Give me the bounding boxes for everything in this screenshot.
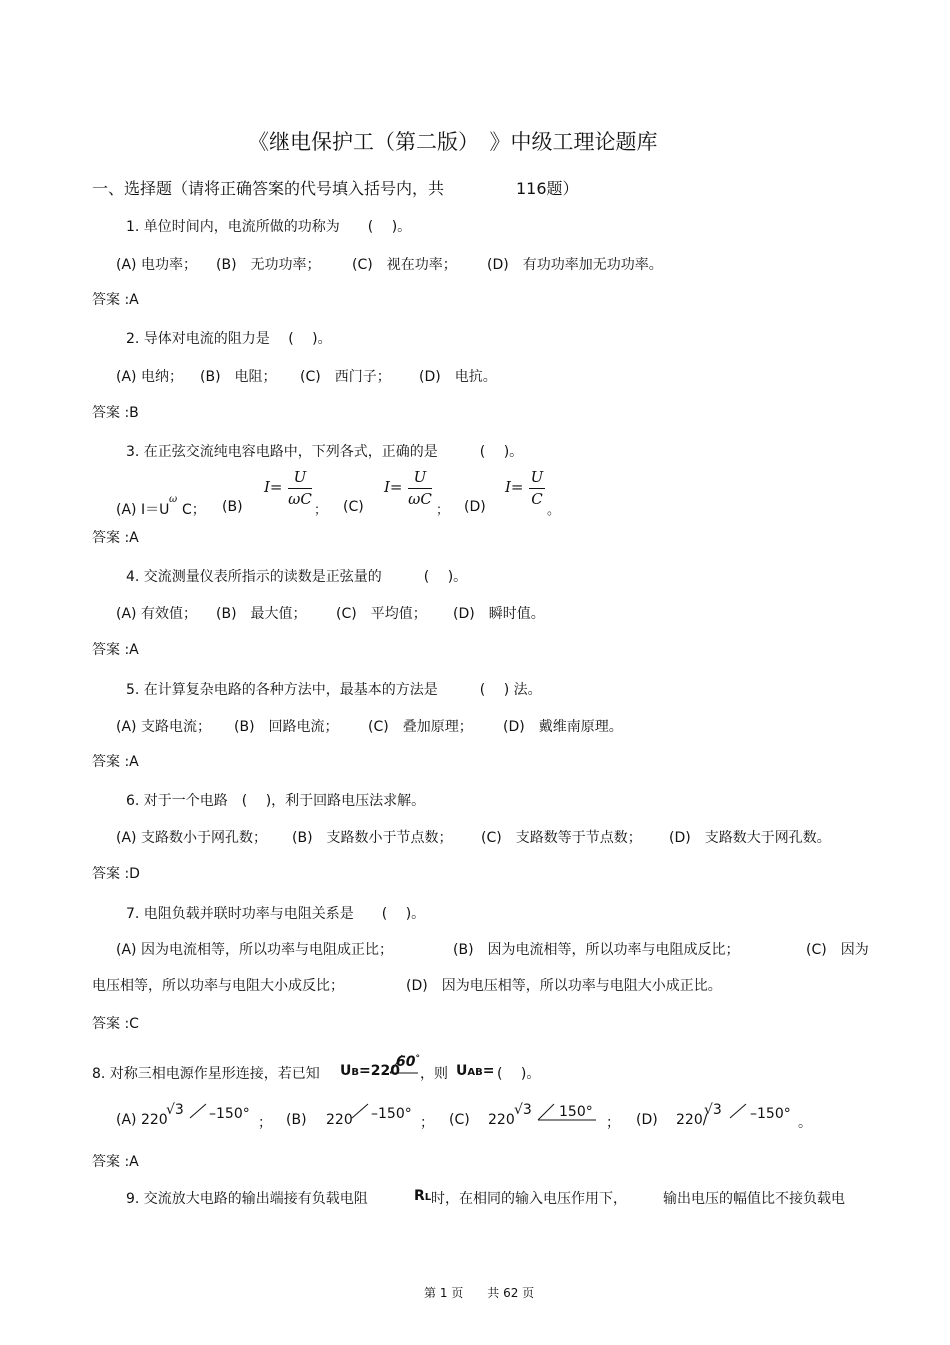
angle-b-value: –150° — [371, 1106, 412, 1122]
question-4-option-b: (B) 最大值； — [216, 606, 307, 622]
formula-c-lhs: I= — [384, 478, 403, 496]
formula-b — [264, 468, 328, 518]
question-9-stem-c: 输出电压的幅值比不接负载电 — [663, 1191, 845, 1207]
formula-d — [505, 468, 561, 518]
question-6-option-c: (C) 支路数等于节点数； — [481, 830, 642, 846]
question-3-option-a: (A) I＝U — [116, 502, 170, 518]
formula-b-denominator: ωC — [288, 490, 312, 508]
question-8-answer: 答案 :A — [92, 1154, 139, 1170]
question-7-answer: 答案 :C — [92, 1016, 139, 1032]
question-7-option-c: (C) 因为 — [806, 942, 869, 958]
question-8-stem-b: ，则 — [420, 1066, 448, 1082]
question-3-option-b: (B) — [222, 499, 243, 515]
question-7-option-b: (B) 因为电流相等，所以功率与电阻成反比； — [453, 942, 740, 958]
question-3-option-a-tail: C； — [182, 502, 206, 518]
question-1-option-a: (A) 电功率； — [116, 257, 197, 273]
angle-c-value: 150° — [559, 1104, 593, 1120]
question-6-stem: 6. 对于一个电路 ( )，利于回路电压法求解。 — [126, 793, 426, 809]
sqrt3-c: √3 — [514, 1102, 532, 1118]
formula-d-lhs: I= — [505, 478, 524, 496]
formula-d-numerator: U — [530, 468, 544, 486]
question-2-option-a: (A) 电纳； — [116, 369, 183, 385]
question-6-option-d: (D) 支路数大于网孔数。 — [669, 830, 831, 846]
document-title: 《继电保护工（第二版） 》中级工理论题库 — [248, 130, 658, 154]
question-5-option-b: (B) 回路电流； — [234, 719, 339, 735]
omega-symbol: ω — [169, 494, 178, 505]
question-4-option-c: (C) 平均值； — [336, 606, 427, 622]
question-4-option-d: (D) 瞬时值。 — [453, 606, 545, 622]
formula-b-tail: ； — [314, 503, 328, 518]
question-7-option-a: (A) 因为电流相等，所以功率与电阻成正比； — [116, 942, 393, 958]
question-8-option-a: (A) 220 — [116, 1112, 168, 1128]
question-8-stem-c: ( )。 — [497, 1066, 541, 1082]
question-2-option-b: (B) 电阻； — [200, 369, 277, 385]
question-1-answer: 答案 :A — [92, 292, 139, 308]
ub-letter: U — [340, 1063, 352, 1079]
question-4-answer: 答案 :A — [92, 642, 139, 658]
question-7-option-d: (D) 因为电压相等，所以功率与电阻大小成正比。 — [406, 978, 722, 994]
question-3-option-c: (C) — [343, 499, 364, 515]
angle-d-value: –150° — [750, 1106, 791, 1122]
section-heading: 一、选择题（请将正确答案的代号填入括号内，共 — [92, 179, 445, 198]
rl-subscript: L — [424, 1192, 432, 1203]
semicolon-b: ； — [420, 1115, 434, 1131]
question-8-option-c: (C) — [449, 1112, 470, 1128]
formula-b-lhs: I= — [264, 478, 283, 496]
semicolon-c: ； — [606, 1115, 620, 1131]
angle-symbol-a — [188, 1102, 208, 1120]
formula-c — [384, 468, 450, 518]
formula-c-denominator: ωC — [408, 490, 432, 508]
ub-angle-degree: ° — [415, 1054, 420, 1064]
question-6-option-a: (A) 支路数小于网孔数； — [116, 830, 267, 846]
question-9-stem-b: 时，在相同的输入电压作用下， — [431, 1191, 627, 1207]
angle-a-value: –150° — [209, 1106, 250, 1122]
question-8-stem-a: 8. 对称三相电源作星形连接，若已知 — [92, 1066, 320, 1082]
ub-value: =220 — [359, 1063, 400, 1079]
question-1-option-d: (D) 有功功率加无功功率。 — [487, 257, 663, 273]
question-2-option-d: (D) 电抗。 — [419, 369, 497, 385]
question-4-stem: 4. 交流测量仪表所指示的读数是正弦量的 ( )。 — [126, 569, 468, 585]
formula-c-tail: ； — [436, 503, 450, 518]
formula-b-numerator: U — [293, 468, 307, 486]
question-1-option-b: (B) 无功功率； — [216, 257, 321, 273]
page-footer: 第 1 页 共 62 页 — [424, 1286, 535, 1300]
formula-d-tail: 。 — [547, 503, 561, 518]
option-d-value: 220/ — [676, 1112, 708, 1128]
question-3-stem: 3. 在正弦交流纯电容电路中，下列各式，正确的是 ( )。 — [126, 444, 524, 460]
question-8-option-d: (D) — [636, 1112, 658, 1128]
uab-symbol — [456, 1063, 494, 1079]
section-count: 116题） — [516, 179, 579, 198]
question-9-stem-a: 9. 交流放大电路的输出端接有负载电阻 — [126, 1191, 368, 1207]
question-2-answer: 答案 :B — [92, 405, 139, 421]
question-3-option-d: (D) — [464, 499, 486, 515]
question-1-stem: 1. 单位时间内，电流所做的功称为 ( )。 — [126, 219, 412, 235]
option-c-value: 220 — [488, 1112, 515, 1128]
formula-d-denominator: C — [531, 490, 543, 508]
ub-angle-value — [396, 1054, 420, 1070]
question-1-option-c: (C) 视在功率； — [352, 257, 457, 273]
uab-equals: = — [482, 1063, 495, 1079]
angle-symbol-b — [350, 1102, 370, 1120]
question-8-option-b: (B) — [286, 1112, 307, 1128]
semicolon-a: ； — [258, 1115, 272, 1131]
uab-subscript: AB — [467, 1067, 483, 1078]
question-5-stem: 5. 在计算复杂电路的各种方法中，最基本的方法是 ( ) 法。 — [126, 682, 542, 698]
angle-symbol-d — [728, 1102, 748, 1120]
sqrt3-a: √3 — [166, 1102, 184, 1118]
ub-subscript: B — [351, 1067, 359, 1078]
question-5-option-a: (A) 支路电流； — [116, 719, 211, 735]
option-b-value: 220 — [326, 1112, 353, 1128]
period-d: 。 — [798, 1115, 812, 1131]
question-5-option-d: (D) 戴维南原理。 — [503, 719, 623, 735]
formula-c-numerator: U — [413, 468, 427, 486]
question-2-stem: 2. 导体对电流的阻力是 ( )。 — [126, 331, 332, 347]
question-7-stem: 7. 电阻负载并联时功率与电阻关系是 ( )。 — [126, 906, 426, 922]
ub-angle-number: 60 — [396, 1054, 416, 1070]
question-5-option-c: (C) 叠加原理； — [368, 719, 473, 735]
question-2-option-c: (C) 西门子； — [300, 369, 391, 385]
sqrt3-d: √3 — [704, 1102, 722, 1118]
question-4-option-a: (A) 有效值； — [116, 606, 197, 622]
question-6-option-b: (B) 支路数小于节点数； — [292, 830, 453, 846]
rl-symbol — [414, 1188, 431, 1204]
question-6-answer: 答案 :D — [92, 866, 140, 882]
question-5-answer: 答案 :A — [92, 754, 139, 770]
question-3-answer: 答案 :A — [92, 530, 139, 546]
uab-letter: U — [456, 1063, 468, 1079]
rl-letter: R — [414, 1188, 425, 1204]
question-7-option-c-cont: 电压相等，所以功率与电阻大小成反比； — [92, 978, 344, 994]
